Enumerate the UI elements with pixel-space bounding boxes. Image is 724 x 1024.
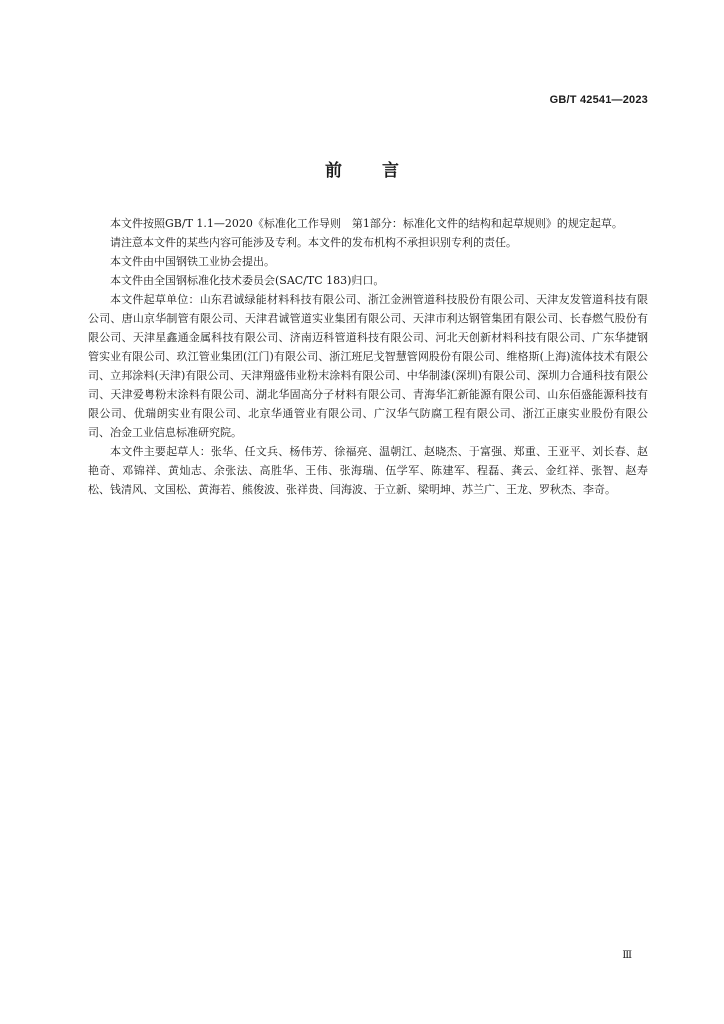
page-title: 前言 — [325, 161, 439, 181]
paragraph-drafting-rules: 本文件按照GB/T 1.1—2020《标准化工作导则 第1部分：标准化文件的结构和起草规则》的规定起草。 — [110, 217, 623, 230]
paragraph-drafting-units: 本文件起草单位：山东君诚绿能材料科技有限公司、浙江金洲管道科技股份有限公司、天津友发管道科技有限公司、唐山京华制管有限公司、天津君诚管道实业集团有限公司、天津市利达钢管集团有限公司、长春燃气股份有限公司、天津星鑫通金属科技有限公司、济南迈科管道科技有限公司、河北天创新材料科技有限公司、广东华捷钢管实业有限公司、玖江管业集团(江门)有限公司、浙江班尼戈智慧管网股份有限公司、维格斯(上海)流体技术有限公司、立邦涂料(天津)有限公司、天津翔盛伟业粉末涂料有限公司、中华制漆(深圳)有限公司、深圳力合通科技有限公司、天津爱粤粉末涂料有限公司、湖北华固高分子材料有限公司、青海华汇新能源有限公司、山东佰盛能源科技有限公司、优瑞朗实业有限公司、北京华通管业有限公司、广汉华气防腐工程有限公司、浙江正康实业股份有限公司、冶金工业信息标准研究院。 — [88, 293, 648, 439]
paragraph-patent-notice: 请注意本文件的某些内容可能涉及专利。本文件的发布机构不承担识别专利的责任。 — [110, 236, 517, 249]
standard-code: GB/T 42541—2023 — [549, 94, 648, 106]
foreword-body — [88, 214, 648, 499]
paragraph-proposer: 本文件由中国钢铁工业协会提出。 — [110, 255, 275, 268]
paragraph-drafters: 本文件主要起草人：张华、任文兵、杨伟芳、徐福亮、温朝江、赵晓杰、于富强、郑重、王亚平、刘长春、赵艳奇、邓锦祥、黄灿志、余张法、高胜华、王伟、张海瑞、伍学军、陈建军、程磊、龚云、金红祥、张智、赵寿松、钱清风、文国松、黄海若、熊俊波、张祥贵、闫海波、于立新、梁明坤、苏兰广、王龙、罗秋杰、李奇。 — [88, 445, 648, 496]
page-number: Ⅲ — [622, 950, 632, 961]
paragraph-committee: 本文件由全国钢标准化技术委员会(SAC/TC 183)归口。 — [110, 274, 385, 287]
